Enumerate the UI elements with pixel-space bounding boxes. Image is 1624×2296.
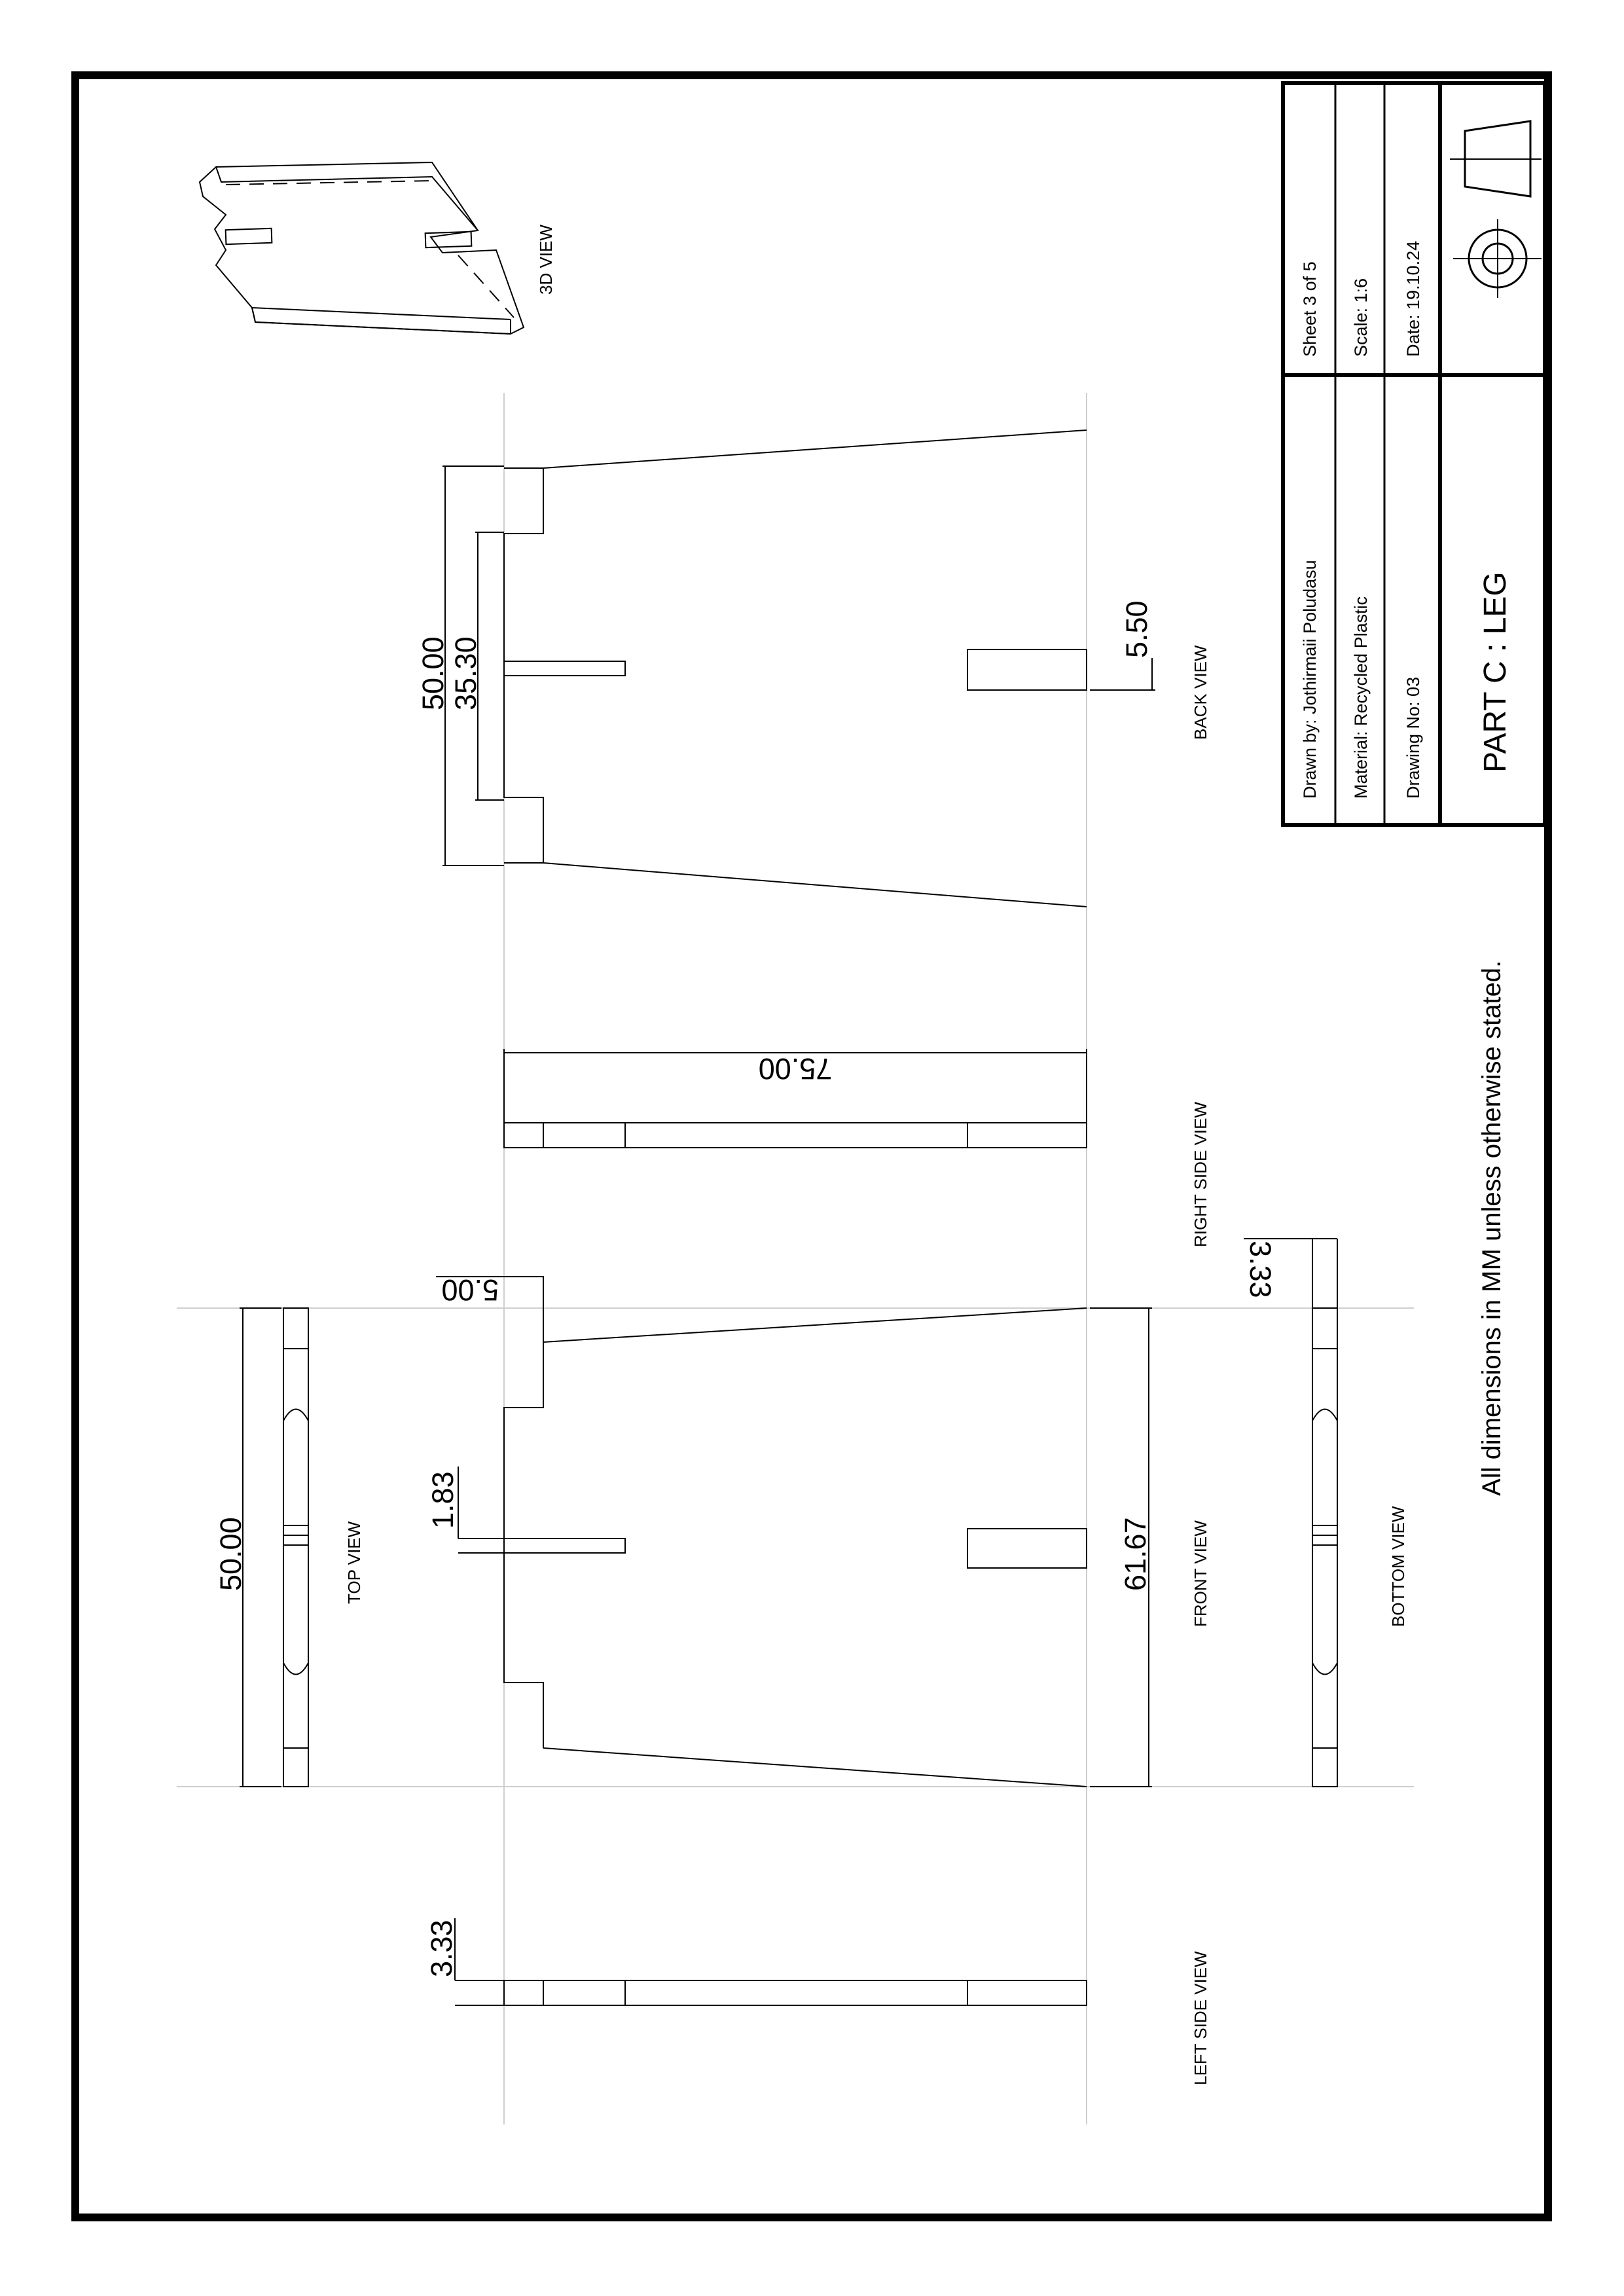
drawn-by: Drawn by: Jothirmaii Poludasu bbox=[1300, 560, 1320, 799]
front-width-dimension: 61.67 bbox=[1119, 1517, 1152, 1591]
top-view-label: TOP VIEW bbox=[344, 1521, 364, 1604]
right-height-dimension: 75.00 bbox=[758, 1052, 833, 1085]
bottom-view-label: BOTTOM VIEW bbox=[1388, 1506, 1408, 1627]
date: Date: 19.10.24 bbox=[1403, 240, 1423, 357]
back-slot-dimension: 5.50 bbox=[1120, 600, 1153, 658]
part-name: PART C : LEG bbox=[1478, 572, 1513, 773]
sheet-number: Sheet 3 of 5 bbox=[1300, 261, 1320, 357]
back-view-drawing bbox=[504, 430, 1087, 907]
construction-lines bbox=[177, 393, 1414, 2124]
scale: Scale: 1:6 bbox=[1351, 278, 1371, 357]
view-3d-drawing bbox=[200, 162, 524, 334]
front-view-label: FRONT VIEW bbox=[1191, 1520, 1210, 1627]
back-view-label: BACK VIEW bbox=[1191, 645, 1210, 740]
dimensions-note: All dimensions in MM unless otherwise stated. bbox=[1477, 960, 1506, 1496]
back-width-dimension: 50.00 bbox=[416, 636, 450, 710]
front-view-drawing bbox=[504, 1277, 1087, 1787]
third-angle-projection-icon bbox=[1450, 121, 1542, 298]
bottom-thickness-dimension: 3.33 bbox=[1244, 1241, 1277, 1298]
right-side-view-label: RIGHT SIDE VIEW bbox=[1191, 1102, 1210, 1247]
drawing-number: Drawing No: 03 bbox=[1403, 676, 1423, 799]
left-side-view-label: LEFT SIDE VIEW bbox=[1191, 1951, 1210, 2085]
view-3d-label: 3D VIEW bbox=[536, 225, 556, 295]
top-view-drawing bbox=[240, 1308, 308, 1787]
back-inner-dimension: 35.30 bbox=[449, 636, 482, 710]
left-side-view-drawing bbox=[455, 1918, 1087, 2005]
drawing-frame bbox=[75, 75, 1548, 2217]
back-view-dimensions bbox=[442, 466, 1155, 866]
front-slot-dimension: 1.83 bbox=[426, 1471, 460, 1529]
left-thickness-dimension: 3.33 bbox=[425, 1920, 458, 1977]
material: Material: Recycled Plastic bbox=[1351, 596, 1371, 799]
front-top-offset-dimension: 5.00 bbox=[441, 1273, 499, 1307]
top-width-dimension: 50.00 bbox=[214, 1517, 247, 1591]
bottom-view-drawing bbox=[1244, 1239, 1337, 1787]
